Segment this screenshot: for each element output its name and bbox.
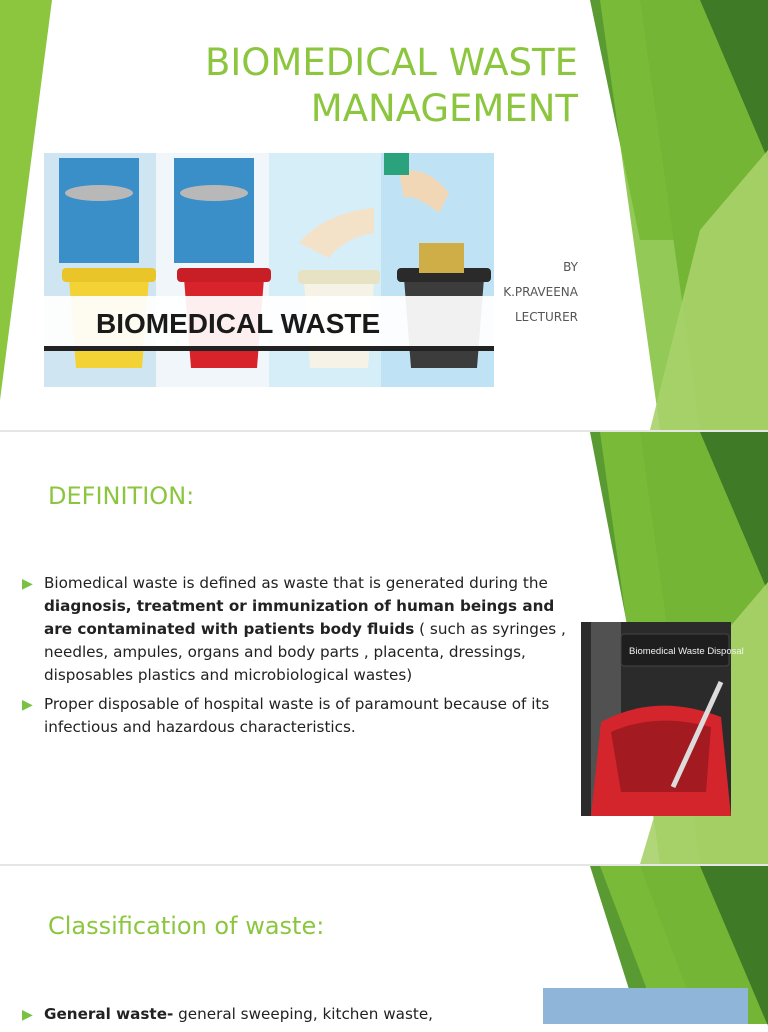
author-name: K.PRAVEENA — [503, 285, 578, 299]
bullet-arrow-icon: ▶ — [22, 1007, 33, 1023]
illustration-caption: BIOMEDICAL WASTE — [96, 308, 381, 339]
classification-bullets — [20, 1003, 580, 1032]
bullet-bold-text: General waste- — [44, 1005, 174, 1023]
classification-slide — [0, 866, 768, 1024]
title-line-2: MANAGEMENT — [310, 87, 578, 130]
by-label: BY — [563, 260, 578, 274]
title-line-1: BIOMEDICAL WASTE — [205, 41, 578, 84]
definition-bullets — [20, 572, 580, 745]
bullet-item — [20, 572, 580, 687]
classification-heading: Classification of waste: — [48, 912, 325, 940]
bullet-item — [20, 693, 580, 739]
bullet-arrow-icon: ▶ — [22, 576, 33, 592]
slide-title — [205, 40, 578, 132]
bullet-text: general sweeping, kitchen waste, — [173, 1005, 433, 1023]
title-slide — [0, 0, 768, 430]
byline — [480, 255, 578, 330]
definition-heading: DEFINITION: — [48, 482, 195, 510]
author-role: LECTURER — [514, 310, 578, 324]
waste-disposal-photo — [581, 622, 744, 816]
biomedical-waste-illustration — [44, 153, 494, 387]
bullet-text-end: ( such as syringes , needles, ampules, organs and body parts , placenta, dressings, disposables plastics and microbiological wastes) — [44, 620, 566, 684]
bullet-bold-text: diagnosis, treatment or immunization of human beings and are contaminated with patients body fluids — [44, 597, 555, 638]
bullet-text: Proper disposable of hospital waste is of paramount because of its infectious and hazardous characteristics. — [44, 695, 550, 736]
definition-slide — [0, 432, 768, 864]
photo-label: Biomedical Waste Disposal — [629, 646, 744, 657]
waste-photo — [543, 988, 748, 1024]
bullet-text: Biomedical waste is defined as waste that is generated during the — [44, 574, 548, 592]
bullet-item — [20, 1003, 580, 1026]
bullet-arrow-icon: ▶ — [22, 697, 33, 713]
